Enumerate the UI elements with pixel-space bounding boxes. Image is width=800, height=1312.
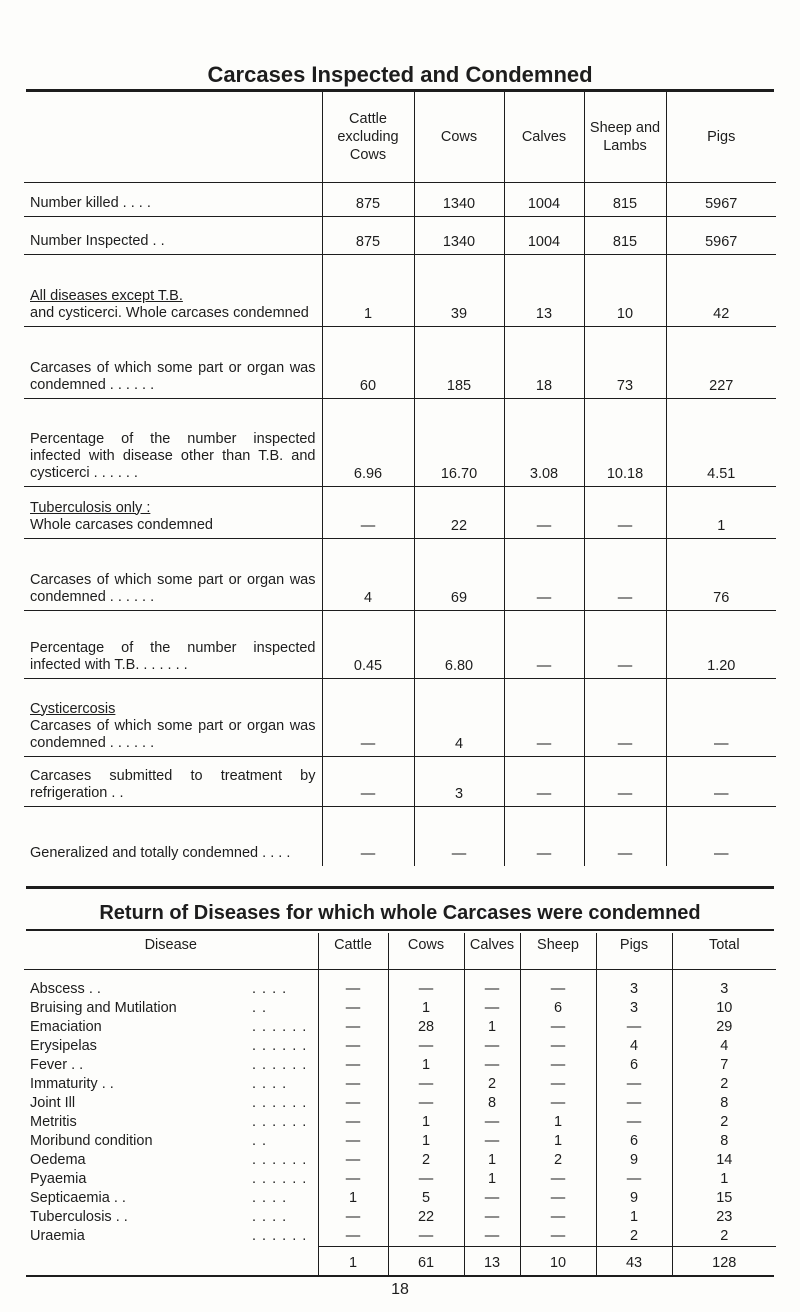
cell-value: — (464, 1227, 520, 1247)
cell-value: 3 (596, 970, 672, 1000)
cell-value: 1 (464, 1170, 520, 1189)
disease-name: Pyaemia (30, 1171, 87, 1187)
cell-value: — (520, 1075, 596, 1094)
disease-name: Moribund condition (30, 1133, 153, 1149)
table-row (24, 216, 776, 254)
leader-dots: . . . . . . (252, 1228, 308, 1245)
cell-value: 23 (672, 1208, 776, 1227)
table-row (24, 1037, 776, 1056)
col-header-pigs: Pigs (596, 933, 672, 970)
col-header-pigs: Pigs (666, 92, 776, 182)
cell-value: 10.18 (584, 398, 666, 486)
cell-value: — (596, 1075, 672, 1094)
cell-value: — (584, 678, 666, 756)
disease-name: Erysipelas (30, 1038, 97, 1054)
cell-value: 6.80 (414, 610, 504, 678)
cell-value: 875 (322, 182, 414, 216)
table-row (24, 1189, 776, 1208)
cell-value: 10 (584, 254, 666, 326)
row-label-text: Percentage of the number inspected infected with T.B. . . . . . . (30, 639, 316, 673)
table-row (24, 1018, 776, 1037)
cell-value: — (584, 756, 666, 806)
cell-value: — (464, 1132, 520, 1151)
cell-value: — (318, 1037, 388, 1056)
disease-name: Septicaemia . . (30, 1190, 126, 1206)
cell-value: 2 (672, 1227, 776, 1247)
cell-value: — (318, 1113, 388, 1132)
total-value: 10 (520, 1247, 596, 1277)
cell-value: 1340 (414, 216, 504, 254)
cell-value: — (596, 1170, 672, 1189)
row-label (24, 326, 322, 398)
row-label-text: Number Inspected . . (30, 232, 165, 249)
table-row (24, 1132, 776, 1151)
cell-value: 1 (322, 254, 414, 326)
cell-value: — (584, 610, 666, 678)
table-row (24, 398, 776, 486)
row-label (24, 538, 322, 610)
cell-value: — (318, 1094, 388, 1113)
table-row (24, 1227, 776, 1247)
total-value: 128 (672, 1247, 776, 1277)
row-label-text: Carcases of which some part or organ was condemned . . . . . . (30, 571, 316, 605)
col-header-cattle: Cattle excluding Cows (322, 92, 414, 182)
row-label (24, 216, 322, 254)
cell-value: 10 (672, 999, 776, 1018)
row-heading: Tuberculosis only : (30, 499, 151, 516)
cell-value: — (504, 610, 584, 678)
cell-value: — (318, 1208, 388, 1227)
cell-value: — (388, 1227, 464, 1247)
cell-value: — (388, 1170, 464, 1189)
cell-value: — (318, 1227, 388, 1247)
cell-value: — (520, 1094, 596, 1113)
totals-row (24, 1247, 776, 1277)
cell-value: 815 (584, 216, 666, 254)
table-row (24, 538, 776, 610)
cell-value: 3 (414, 756, 504, 806)
cell-value: 42 (666, 254, 776, 326)
totals-blank (24, 1247, 318, 1277)
row-label-text: Number killed . . . . (30, 194, 151, 211)
leader-dots: . . . . (252, 1076, 288, 1092)
leader-dots: . . . . . . (252, 1114, 308, 1130)
cell-value: 73 (584, 326, 666, 398)
table-row (24, 326, 776, 398)
cell-value: — (504, 806, 584, 866)
cell-value: 1004 (504, 216, 584, 254)
cell-value: — (464, 1208, 520, 1227)
cell-value: 14 (672, 1151, 776, 1170)
cell-value: — (666, 806, 776, 866)
disease-name: Bruising and Mutilation (30, 1000, 177, 1016)
row-label-text: Carcases of which some part or organ was condemned . . . . . . (30, 717, 316, 751)
total-value: 43 (596, 1247, 672, 1277)
diseases-table (24, 933, 776, 1276)
col-header-cows: Cows (388, 933, 464, 970)
header-blank (24, 92, 322, 182)
cell-value: 5967 (666, 216, 776, 254)
leader-dots: . . . . . . (252, 1095, 308, 1111)
cell-value: 3.08 (504, 398, 584, 486)
cell-value: 5 (388, 1189, 464, 1208)
disease-name: Tuberculosis . . (30, 1209, 128, 1225)
disease-name: Abscess . . (30, 981, 101, 997)
cell-value: 1 (672, 1170, 776, 1189)
cell-value: 8 (464, 1094, 520, 1113)
cell-value: 1 (388, 1113, 464, 1132)
leader-dots: . . . . . . (252, 1038, 308, 1054)
cell-value: 2 (672, 1113, 776, 1132)
row-label (24, 398, 322, 486)
cell-value: 28 (388, 1018, 464, 1037)
cell-value: — (322, 756, 414, 806)
leader-dots: . . . . . . (252, 1019, 308, 1035)
cell-value: — (388, 1075, 464, 1094)
cell-value: — (318, 1056, 388, 1075)
cell-value: 13 (504, 254, 584, 326)
cell-value: — (666, 756, 776, 806)
cell-value: 22 (388, 1208, 464, 1227)
cell-value: — (322, 678, 414, 756)
cell-value: — (318, 1151, 388, 1170)
row-label-text: Whole carcases condemned (30, 516, 213, 533)
cell-value: 76 (666, 538, 776, 610)
col-header-total: Total (672, 933, 776, 970)
table-row (24, 1151, 776, 1170)
disease-name: Fever . . (30, 1057, 84, 1073)
table-row (24, 486, 776, 538)
cell-value: 3 (672, 970, 776, 1000)
cell-value: — (666, 678, 776, 756)
section-title-rule (26, 929, 774, 931)
row-label-text: Percentage of the number inspected infected with disease other than T.B. and cysticerci . . . . . . (30, 430, 316, 481)
carcases-inspected-table (24, 92, 776, 866)
cell-value: 4 (596, 1037, 672, 1056)
cell-value: — (584, 538, 666, 610)
section-rule (26, 886, 774, 889)
row-label (24, 806, 322, 866)
cell-value: 4 (322, 538, 414, 610)
col-header-sheep: Sheep and Lambs (584, 92, 666, 182)
cell-value: 2 (596, 1227, 672, 1247)
row-label-text: Carcases of which some part or organ was condemned . . . . . . (30, 359, 316, 393)
cell-value: 1 (596, 1208, 672, 1227)
cell-value: 6.96 (322, 398, 414, 486)
cell-value: 1 (520, 1113, 596, 1132)
leader-dots: . . . . . . (252, 1152, 308, 1168)
cell-value: — (318, 1170, 388, 1189)
cell-value: 16.70 (414, 398, 504, 486)
table-row (24, 1113, 776, 1132)
cell-value: 4 (672, 1037, 776, 1056)
cell-value: 2 (672, 1075, 776, 1094)
cell-value: — (596, 1113, 672, 1132)
row-label-text: and cysticerci. Whole carcases condemned (30, 304, 309, 321)
col-header-cows: Cows (414, 92, 504, 182)
cell-value: — (414, 806, 504, 866)
cell-value: — (584, 486, 666, 538)
cell-value: 69 (414, 538, 504, 610)
cell-value: 875 (322, 216, 414, 254)
row-label-text: Carcases submitted to treatment by refrigeration . . (30, 767, 316, 801)
cell-value: 0.45 (322, 610, 414, 678)
cell-value: 2 (520, 1151, 596, 1170)
cell-value: 60 (322, 326, 414, 398)
cell-value: 815 (584, 182, 666, 216)
col-header-cattle: Cattle (318, 933, 388, 970)
cell-value: 1 (464, 1018, 520, 1037)
row-heading: All diseases except T.B. (30, 287, 183, 304)
cell-value: 15 (672, 1189, 776, 1208)
disease-name: Emaciation (30, 1019, 102, 1035)
table-row (24, 1170, 776, 1189)
col-header-calves: Calves (464, 933, 520, 970)
cell-value: — (318, 999, 388, 1018)
row-label (24, 678, 322, 756)
cell-value: — (520, 1037, 596, 1056)
table-row (24, 678, 776, 756)
cell-value: 1 (520, 1132, 596, 1151)
page-title: Carcases Inspected and Condemned (207, 62, 593, 87)
leader-dots: . . . . (252, 1190, 288, 1206)
cell-value: — (464, 1189, 520, 1208)
row-label (24, 486, 322, 538)
cell-value: — (464, 970, 520, 1000)
cell-value: 6 (596, 1056, 672, 1075)
cell-value: — (318, 970, 388, 1000)
cell-value: 29 (672, 1018, 776, 1037)
leader-dots: . . . . . . (252, 1057, 308, 1073)
cell-value: — (388, 1094, 464, 1113)
cell-value: 227 (666, 326, 776, 398)
row-heading: Cysticercosis (30, 700, 116, 717)
leader-dots: . . (252, 1133, 268, 1149)
cell-value: 8 (672, 1094, 776, 1113)
row-label-text: Generalized and totally condemned . . . . (30, 845, 291, 861)
cell-value: — (596, 1094, 672, 1113)
cell-value: — (322, 806, 414, 866)
cell-value: 7 (672, 1056, 776, 1075)
total-value: 13 (464, 1247, 520, 1277)
cell-value: — (520, 1018, 596, 1037)
row-label (24, 610, 322, 678)
cell-value: 1.20 (666, 610, 776, 678)
cell-value: — (504, 538, 584, 610)
cell-value: — (464, 1113, 520, 1132)
col-header-calves: Calves (504, 92, 584, 182)
cell-value: — (504, 486, 584, 538)
col-header-sheep: Sheep (520, 933, 596, 970)
cell-value: — (464, 1037, 520, 1056)
leader-dots: . . . . (252, 1209, 288, 1225)
cell-value: — (388, 970, 464, 1000)
table-row (24, 806, 776, 866)
disease-name: Joint Ill (30, 1095, 76, 1111)
cell-value: 18 (504, 326, 584, 398)
cell-value: 4 (414, 678, 504, 756)
total-value: 1 (318, 1247, 388, 1277)
cell-value: 39 (414, 254, 504, 326)
cell-value: 2 (464, 1075, 520, 1094)
cell-value: — (464, 999, 520, 1018)
cell-value: 4.51 (666, 398, 776, 486)
cell-value: — (520, 1189, 596, 1208)
leader-dots: . . . . . . (252, 1171, 308, 1187)
cell-value: 9 (596, 1151, 672, 1170)
cell-value: 1 (388, 1056, 464, 1075)
cell-value: 6 (520, 999, 596, 1018)
disease-name: Oedema (30, 1152, 86, 1168)
col-header-disease: Disease (24, 933, 318, 970)
table-row (24, 1075, 776, 1094)
table-row (24, 970, 776, 1000)
cell-value: — (520, 1056, 596, 1075)
cell-value: 1004 (504, 182, 584, 216)
cell-value: 1 (464, 1151, 520, 1170)
cell-value: — (318, 1075, 388, 1094)
cell-value: 1 (388, 999, 464, 1018)
cell-value: — (520, 1208, 596, 1227)
table-row (24, 254, 776, 326)
cell-value: 5967 (666, 182, 776, 216)
section-title: Return of Diseases for which whole Carcases were condemned (99, 902, 701, 924)
cell-value: — (318, 1132, 388, 1151)
cell-value: — (504, 756, 584, 806)
disease-name: Metritis (30, 1114, 77, 1130)
leader-dots: . . (252, 1000, 268, 1016)
table-row (24, 610, 776, 678)
leader-dots: . . . . (252, 981, 288, 997)
cell-value: 1 (318, 1189, 388, 1208)
cell-value: 9 (596, 1189, 672, 1208)
cell-value: 1340 (414, 182, 504, 216)
cell-value: 22 (414, 486, 504, 538)
table-row (24, 999, 776, 1018)
table-row (24, 1056, 776, 1075)
cell-value: 1 (388, 1132, 464, 1151)
cell-value: 185 (414, 326, 504, 398)
table-row (24, 182, 776, 216)
cell-value: 1 (666, 486, 776, 538)
cell-value: 6 (596, 1132, 672, 1151)
row-label (24, 756, 322, 806)
cell-value: — (596, 1018, 672, 1037)
cell-value: 2 (388, 1151, 464, 1170)
page-number: 18 (391, 1281, 409, 1298)
table-row (24, 1208, 776, 1227)
total-value: 61 (388, 1247, 464, 1277)
cell-value: — (520, 1170, 596, 1189)
cell-value: — (584, 806, 666, 866)
cell-value: — (388, 1037, 464, 1056)
disease-name: Uraemia (30, 1228, 85, 1245)
cell-value: — (520, 1227, 596, 1247)
cell-value: — (464, 1056, 520, 1075)
cell-value: — (504, 678, 584, 756)
cell-value: 3 (596, 999, 672, 1018)
table-row (24, 756, 776, 806)
disease-name: Immaturity . . (30, 1076, 114, 1092)
cell-value: — (520, 970, 596, 1000)
cell-value: 8 (672, 1132, 776, 1151)
table-row (24, 1094, 776, 1113)
cell-value: — (318, 1018, 388, 1037)
cell-value: — (322, 486, 414, 538)
bottom-rule (26, 1275, 774, 1277)
row-label (24, 182, 322, 216)
row-label (24, 254, 322, 326)
